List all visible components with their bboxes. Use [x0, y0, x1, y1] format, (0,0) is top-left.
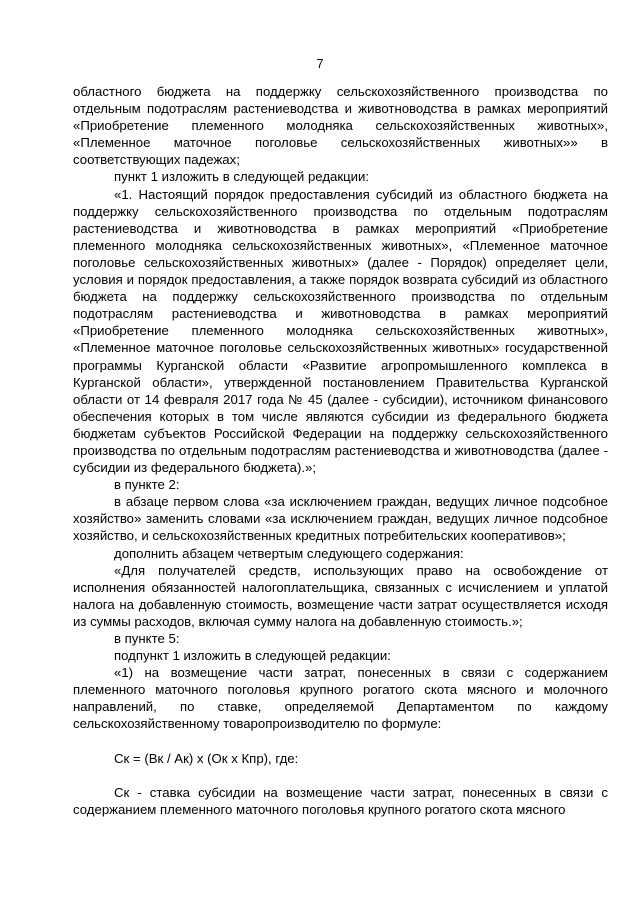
page-number: 7 — [316, 56, 324, 71]
paragraph-point-2-fourth: «Для получателей средств, использующих право на освобождение от исполнения обязанностей налогоплательщика, связанных с исчислением и уплатой налога на добавленную стоимость, возмещение части затрат осуществляется исходя из суммы расходов, включая сумму налога на добавленную стоимость.»; — [73, 562, 608, 629]
paragraph-continuation: областного бюджета на поддержку сельскохозяйственного производства по отдельным подотраслям растениеводства и животноводства в рамках мероприятий «Приобретение племенного молодняка сельскохозяйственных животных», «Племенное маточное поголовье сельскохозяйственных животных»» в соответствующих падежах; — [73, 84, 608, 168]
paragraph-point-2-first: в абзаце первом слова «за исключением граждан, ведущих личное подсобное хозяйство» заменить словами «за исключением граждан, ведущих личное подсобное хозяйство, и сельскохозяйственных кредитных потребительских кооперативов»; — [73, 494, 608, 544]
paragraph-point-5-intro: в пункте 5: — [114, 631, 180, 646]
paragraph-point-1-text: «1. Настоящий порядок предоставления субсидий из областного бюджета на поддержку сельскохозяйственного производства по отдельным подотраслям растениеводства и животноводства в рамках мероприятий «Приобретение племенного молодняка сельскохозяйственных животных», «Племенное маточное поголовье сельскохозяйственных животных» (далее - Порядок) определяет цели, условия и порядок предоставления, а также порядок возврата субсидий из областного бюджета на поддержку сельскохозяйственного производства по отдельным подотраслям растениеводства и животноводства в рамках мероприятий «Приобретение племенного молодняка сельскохозяйственных животных», «Племенное маточное поголовье сельскохозяйственных животных» государственной программы Курганской области «Развитие агропромышленного комплекса в Курганской области», утвержденной постановлением Правительства Курганской области от 14 февраля 2017 года № 45 (далее - субсидии), источником финансового обеспечения которых в том числе являются субсидии из федерального бюджета бюджетам субъектов Российской Федерации на поддержку сельскохозяйственного производства по отдельным подотраслям растениеводства и животноводства (далее - субсидии из федерального бюджета).»; — [73, 186, 608, 476]
document-body — [73, 83, 608, 818]
paragraph-subpoint-1-text: «1) на возмещение части затрат, понесенных в связи с содержанием племенного маточного поголовья крупного рогатого скота мясного и молочного направлений, по ставке, определяемой Департаментом по каждому сельскохозяйственному товаропроизводителю по формуле: — [73, 665, 608, 732]
formula: Ск = (Вк / Ак) x (Ок x Кпр), где: — [114, 750, 299, 766]
paragraph-formula-definition: Ск - ставка субсидии на возмещение части затрат, понесенных в связи с содержанием племенного маточного поголовья крупного рогатого скота мясного — [73, 784, 608, 817]
paragraph-point-1-intro: пункт 1 изложить в следующей редакции: — [114, 169, 370, 185]
paragraph-subpoint-1-intro: подпункт 1 изложить в следующей редакции: — [114, 648, 391, 664]
paragraph-point-2-intro: в пункте 2: — [114, 477, 180, 493]
paragraph-point-2-add: дополнить абзацем четвертым следующего содержания: — [114, 545, 464, 561]
